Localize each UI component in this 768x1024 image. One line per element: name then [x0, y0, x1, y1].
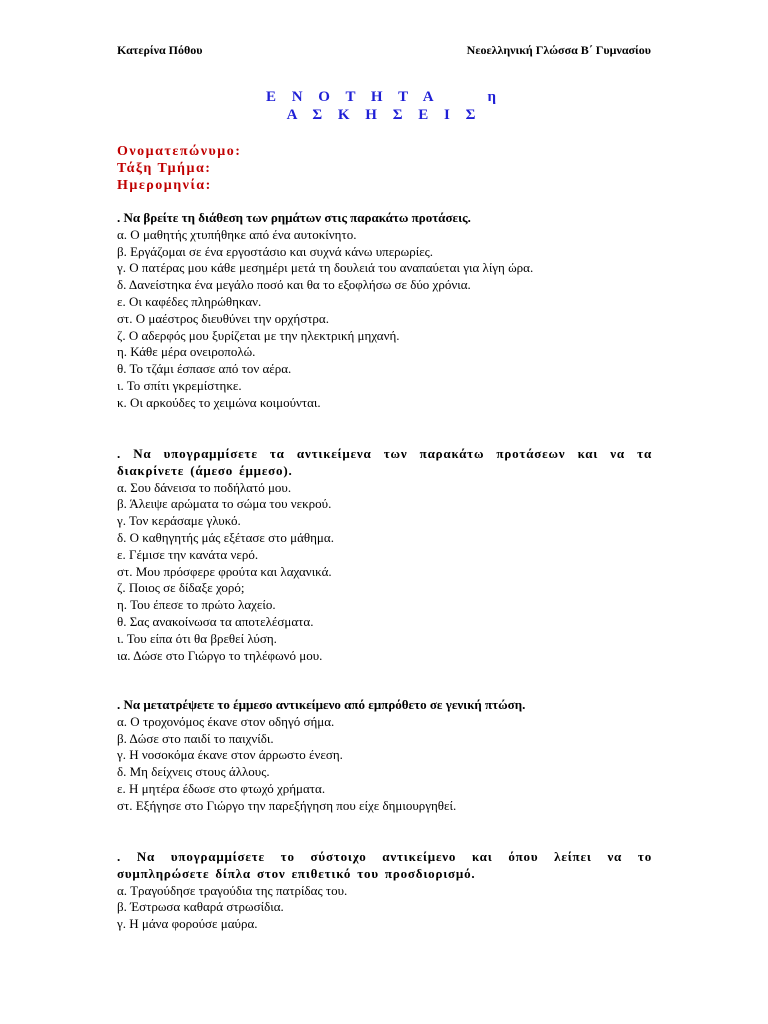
exercise-item: η. Κάθε μέρα ονειροπολώ.	[117, 344, 256, 360]
exercise-item: γ. Τον κεράσαμε γλυκό.	[117, 513, 241, 529]
exercise-item: α. Ο τροχονόμος έκανε στον οδηγό σήμα.	[117, 713, 335, 729]
header-course: Νεοελληνική Γλώσσα Β΄ Γυμνασίου	[466, 43, 651, 57]
exercise-item: ια. Δώσε στο Γιώργο το τηλέφωνό μου.	[117, 647, 323, 663]
exercise-item: β. Άλειψε αρώματα το σώμα του νεκρού.	[117, 496, 332, 512]
header-author: Κατερίνα Πόθου	[117, 43, 203, 57]
exercise-item: η. Του έπεσε το πρώτο λαχείο.	[117, 597, 276, 613]
exercise-item: β. Εργάζομαι σε ένα εργοστάσιο και συχνά κάνω υπερωρίες.	[117, 243, 434, 259]
class-field-label: Τάξη Τμήμα:	[117, 161, 212, 176]
exercise-item: ε. Οι καφέδες πληρώθηκαν.	[117, 293, 262, 309]
date-field-label: Ημερομηνία:	[117, 178, 212, 193]
exercise-item: γ. Ο πατέρας μου κάθε μεσημέρι μετά τη δουλειά του αναπαύεται για λίγη ώρα.	[117, 260, 534, 276]
exercise-item: στ. Εξήγησε στο Γιώργο την παρεξήγηση που είχε δημιουργηθεί.	[117, 797, 457, 813]
exercise-item: α. Ο μαθητής χτυπήθηκε από ένα αυτοκίνητο.	[117, 226, 357, 242]
name-field-label: Ονοματεπώνυμο:	[117, 144, 242, 159]
exercise-item: θ. Το τζάμι έσπασε από τον αέρα.	[117, 361, 292, 377]
exercise-item: κ. Οι αρκούδες το χειμώνα κοιμούνται.	[117, 394, 321, 410]
exercise-item: β. Δώσε στο παιδί το παιχνίδι.	[117, 730, 274, 746]
exercise-item: ε. Η μητέρα έδωσε στο φτωχό χρήματα.	[117, 780, 326, 796]
exercise-item: δ. Δανείστηκα ένα μεγάλο ποσό και θα το εξοφλήσω σε δύο χρόνια.	[117, 277, 471, 293]
exercise-item: γ. Η νοσοκόμα έκανε στον άρρωστο ένεση.	[117, 747, 343, 763]
exercise-item: στ. Ο μαέστρος διευθύνει την ορχήστρα.	[117, 310, 329, 326]
exercise-2	[117, 446, 652, 664]
exercise-item: α. Σου δάνεισα το ποδήλατό μου.	[117, 479, 292, 495]
exercise-item: ε. Γέμισε την κανάτα νερό.	[117, 546, 259, 562]
exercise-item: β. Έστρωσα καθαρά στρωσίδια.	[117, 899, 284, 915]
exercise-item: ζ. Ποιος σε δίδαξε χορό;	[117, 580, 245, 596]
exercises-title: Α Σ Κ Η Σ Ε Ι Σ	[286, 107, 482, 123]
unit-title: Ε Ν Ο Τ Η Τ Α η	[265, 89, 503, 105]
exercise-4	[117, 849, 652, 933]
exercise-3	[117, 697, 652, 815]
exercise-item: ι. Του είπα ότι θα βρεθεί λύση.	[117, 630, 277, 646]
exercise-heading: . Να μετατρέψετε το έμμεσο αντικείμενο από εμπρόθετο σε γενική πτώση.	[117, 697, 526, 712]
exercise-item: δ. Μη δείχνεις στους άλλους.	[117, 764, 270, 780]
exercise-heading: . Να βρείτε τη διάθεση των ρημάτων στις παρακάτω προτάσεις.	[117, 210, 471, 225]
exercise-heading: . Να υπογραμμίσετε το σύστοιχο αντικείμενο και όπου λείπει να το συμπληρώσετε δίπλα στον επιθετικό του προσδιορισμό.	[117, 849, 652, 881]
exercise-item: α. Τραγούδησε τραγούδια της πατρίδας του.	[117, 882, 348, 898]
exercise-heading: . Να υπογραμμίσετε τα αντικείμενα των παρακάτω προτάσεων και να τα διακρίνετε (άμεσο έμμεσο).	[117, 446, 652, 478]
exercise-1	[117, 210, 652, 412]
exercise-item: γ. Η μάνα φορούσε μαύρα.	[117, 916, 258, 932]
exercise-item: στ. Μου πρόσφερε φρούτα και λαχανικά.	[117, 563, 332, 579]
exercise-item: θ. Σας ανακοίνωσα τα αποτελέσματα.	[117, 613, 314, 629]
exercise-item: ι. Το σπίτι γκρεμίστηκε.	[117, 377, 242, 393]
student-fields	[117, 143, 241, 194]
exercise-item: ζ. Ο αδερφός μου ξυρίζεται με την ηλεκτρική μηχανή.	[117, 327, 400, 343]
exercise-item: δ. Ο καθηγητής μάς εξέτασε στο μάθημα.	[117, 529, 334, 545]
